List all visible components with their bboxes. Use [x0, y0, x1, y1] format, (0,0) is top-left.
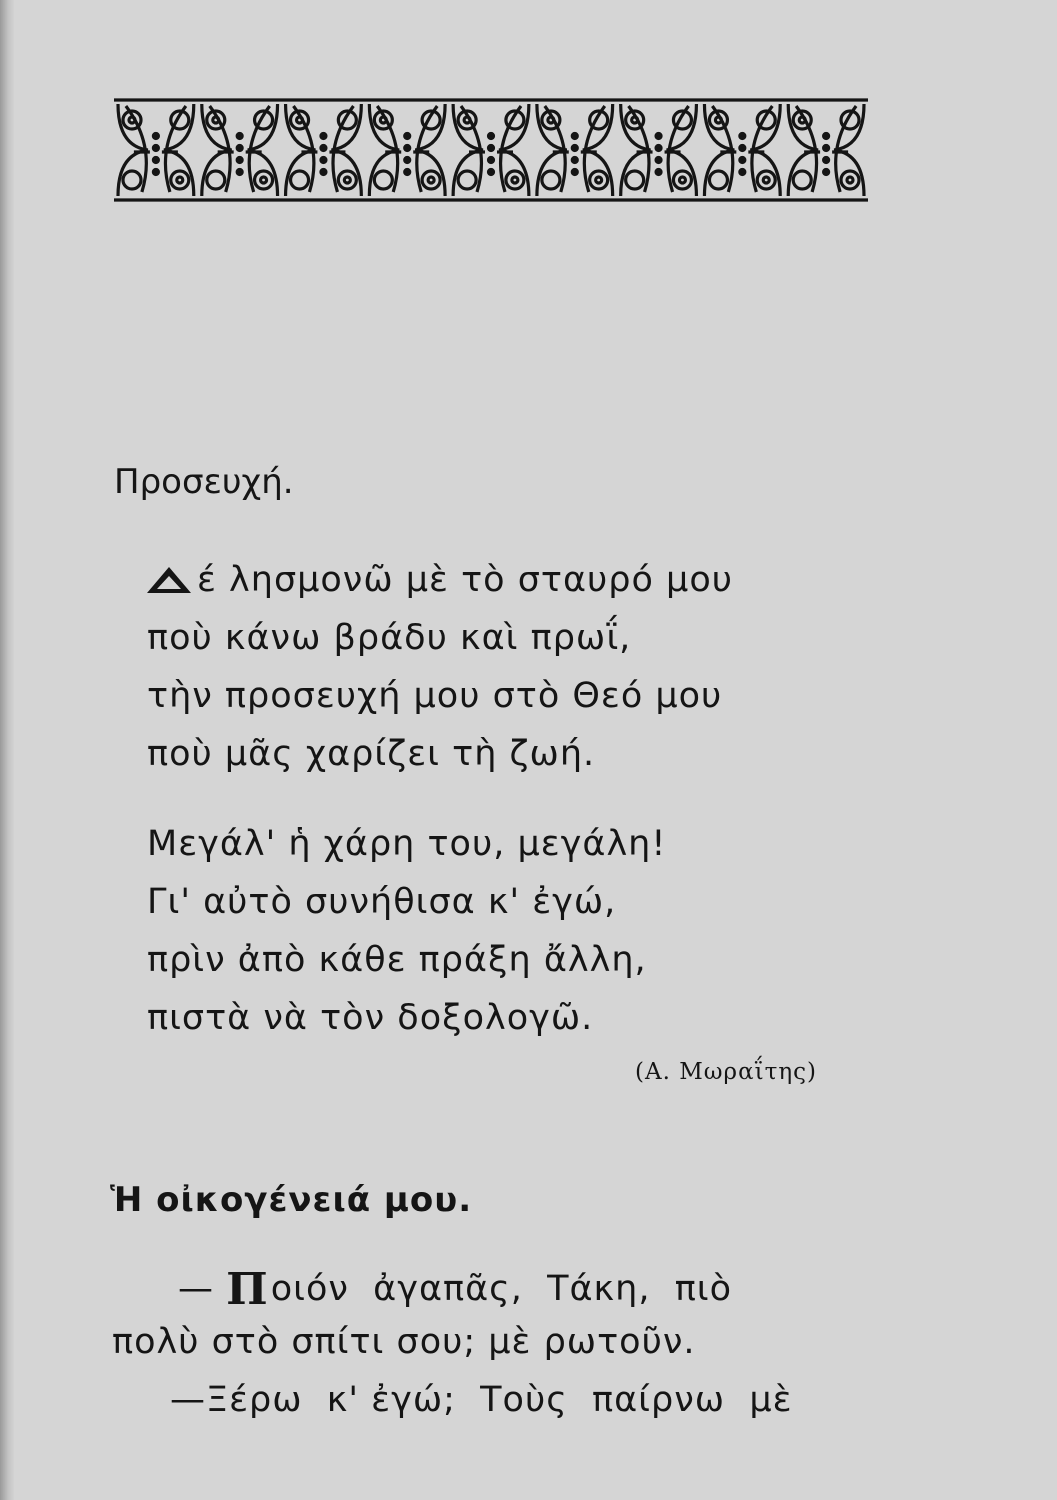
verse-line — [147, 560, 733, 600]
prose-line: —Ξέρω κ' ἐγώ; Τοὺς παίρνω μὲ — [170, 1380, 793, 1420]
delta-dropcap-icon — [147, 567, 191, 593]
verse-line: πιστὰ νὰ τὸν δοξολογῶ. — [147, 998, 594, 1038]
book-spine-edge — [0, 0, 14, 1500]
dash: — — [178, 1269, 214, 1309]
verse-line: Γι' αὐτὸ συνήθισα κ' ἐγώ, — [147, 882, 617, 922]
verse-text: έ λησμονῶ μὲ τὸ σταυρό μου — [197, 560, 733, 600]
poem-author: (Α. Μωραΐτης) — [635, 1059, 817, 1085]
dropcap-letter: Π — [226, 1264, 269, 1315]
ornamental-border — [114, 96, 868, 204]
verse-line: πρὶν ἀπὸ κάθε πράξη ἄλλη, — [147, 940, 647, 980]
verse-line: ποὺ μᾶς χαρίζει τὴ ζωή. — [147, 734, 596, 774]
verse-line: Μεγάλ' ἡ χάρη του, μεγάλη! — [147, 824, 667, 864]
prose-line — [178, 1264, 878, 1315]
verse-line: τὴν προσευχή μου στὸ Θεό μου — [147, 676, 723, 716]
prose-text: οιόν ἀγαπᾶς, Τάκη, πιὸ — [270, 1269, 733, 1309]
section-title-prayer: Προσευχή. — [114, 462, 294, 502]
prose-line: πολὺ στὸ σπίτι σου; μὲ ρωτοῦν. — [112, 1322, 696, 1362]
section-title-family: Ἡ οἰκογένειά μου. — [110, 1180, 473, 1220]
verse-line: ποὺ κάνω βράδυ καὶ πρωΐ, — [147, 618, 632, 658]
